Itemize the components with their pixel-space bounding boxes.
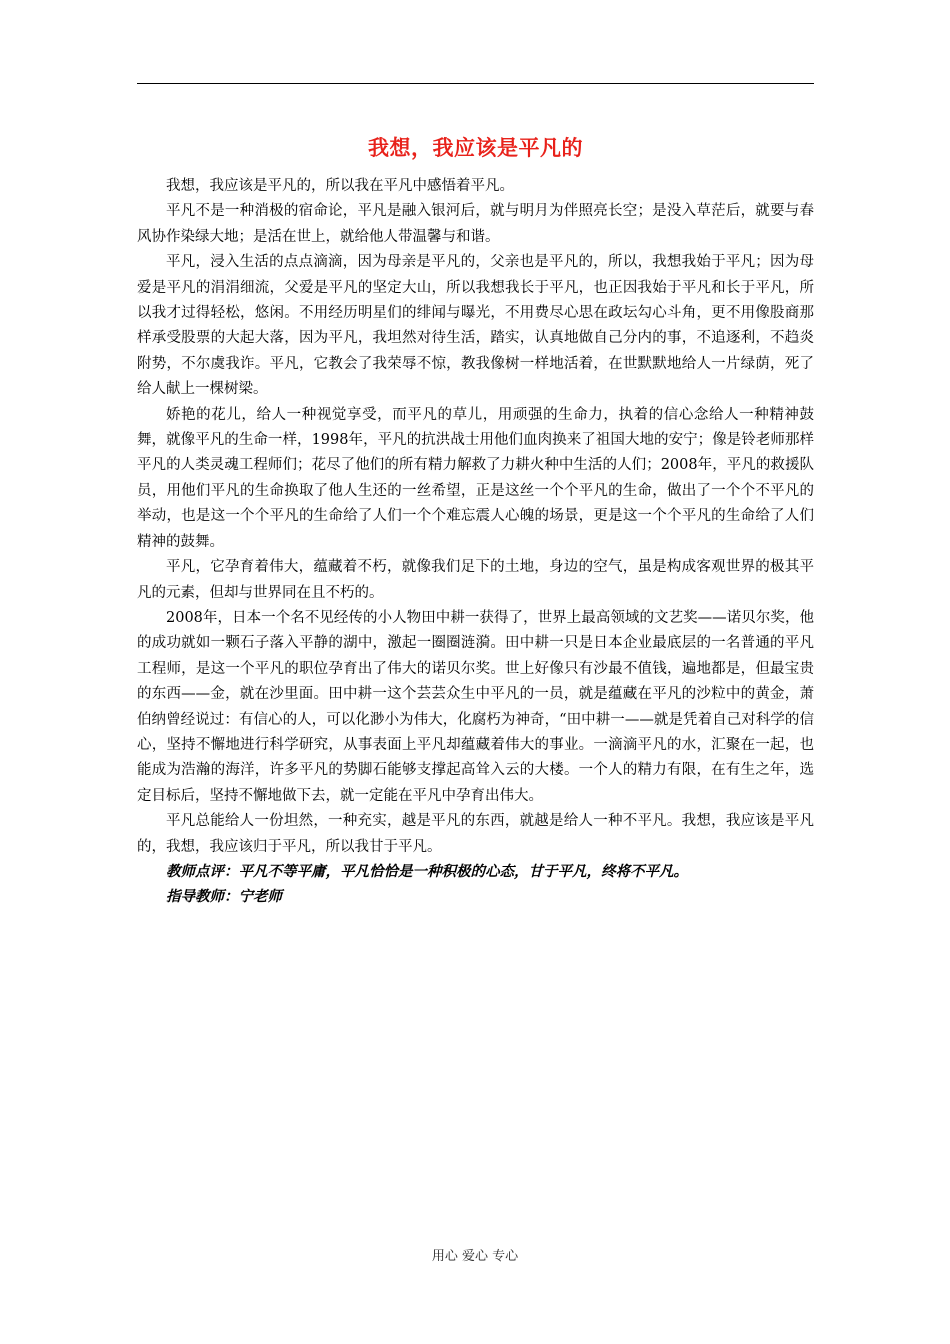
article-body <box>137 174 814 911</box>
paragraph-2: 平凡不是一种消极的宿命论，平凡是融入银河后，就与明月为伴照亮长空；是没入草茫后，就要与春风协作染绿大地；是活在世上，就给他人带温馨与和谐。 <box>137 203 814 245</box>
paragraph-7: 平凡总能给人一份坦然，一种充实，越是平凡的东西，就越是给人一种不平凡。我想，我应该是平凡的，我想，我应该归于平凡，所以我甘于平凡。 <box>137 813 814 855</box>
paragraph-1: 我想，我应该是平凡的，所以我在平凡中感悟着平凡。 <box>166 178 514 194</box>
page-footer: 用心 爱心 专心 <box>431 1249 519 1264</box>
paragraph-6: 2008年，日本一个名不见经传的小人物田中耕一获得了，世界上最高领域的文艺奖——诺贝尔奖，他的成功就如一颗石子落入平静的湖中，激起一圈圈涟漪。田中耕一只是日本企业最底层的一名普通的平凡工程师，是这一个平凡的职位孕育出了伟大的诺贝尔奖。世上好像只有沙最不值钱，遍地都是，但最宝贵的东西——金，就在沙里面。田中耕一这个芸芸众生中平凡的一员，就是蕴藏在平凡的沙粒中的黄金，萧伯纳曾经说过：有信心的人，可以化渺小为伟大，化腐朽为神奇，“田中耕一——就是凭着自己对科学的信心，坚持不懈地进行科学研究，从事表面上平凡却蕴藏着伟大的事业。一滴滴平凡的水，汇聚在一起，也能成为浩瀚的海洋，许多平凡的势脚石能够支撑起高耸入云的大楼。一个人的精力有限，在有生之年，选定目标后，坚持不懈地做下去，就一定能在平凡中孕育出伟大。 <box>137 609 814 804</box>
header-rule <box>137 83 814 84</box>
paragraph-3: 平凡，浸入生活的点点滴滴，因为母亲是平凡的，父亲也是平凡的，所以，我想我始于平凡；因为母爱是平凡的涓涓细流，父爱是平凡的坚定大山，所以我想我长于平凡，也正因我始于平凡和长于平凡，所以我才过得轻松，悠闲。不用经历明星们的绯闻与曝光，不用费尽心思在政坛勾心斗角，更不用像股商那样承受股票的大起大落，因为平凡，我坦然对待生活，踏实，认真地做自己分内的事，不追逐利，不趋炎附势，不尔虞我诈。平凡，它教会了我荣辱不惊，教我像树一样地活着，在世默默地给人一片绿荫，死了给人献上一棵树梁。 <box>137 254 814 398</box>
paragraph-5: 平凡，它孕育着伟大，蕴藏着不朽，就像我们足下的土地，身边的空气，虽是构成客观世界的极其平凡的元素，但却与世界同在且不朽的。 <box>137 559 814 601</box>
teacher-comment: 教师点评：平凡不等平庸，平凡恰恰是一种积极的心态，甘于平凡，终将不平凡。 <box>166 863 688 880</box>
paragraph-4: 娇艳的花儿，给人一种视觉享受，而平凡的草儿，用顽强的生命力，执着的信心念给人一种精神鼓舞，就像平凡的生命一样，1998年，平凡的抗洪战士用他们血肉换来了祖国大地的安宁；像是铃老师那样平凡的人类灵魂工程师们；花尽了他们的所有精力解救了力耕火种中生活的人们；2008年，平凡的救援队员，用他们平凡的生命换取了他人生还的一丝希望，正是这丝一个个平凡的生命，做出了一个个不平凡的举动，也是这一个个平凡的生命给了人们一个个难忘震人心魄的场景，更是这一个个平凡的生命给了人们精神的鼓舞。 <box>137 406 814 550</box>
page-title: 我想，我应该是平凡的 <box>368 136 583 160</box>
teacher-name: 指导教师：宁老师 <box>166 889 282 906</box>
